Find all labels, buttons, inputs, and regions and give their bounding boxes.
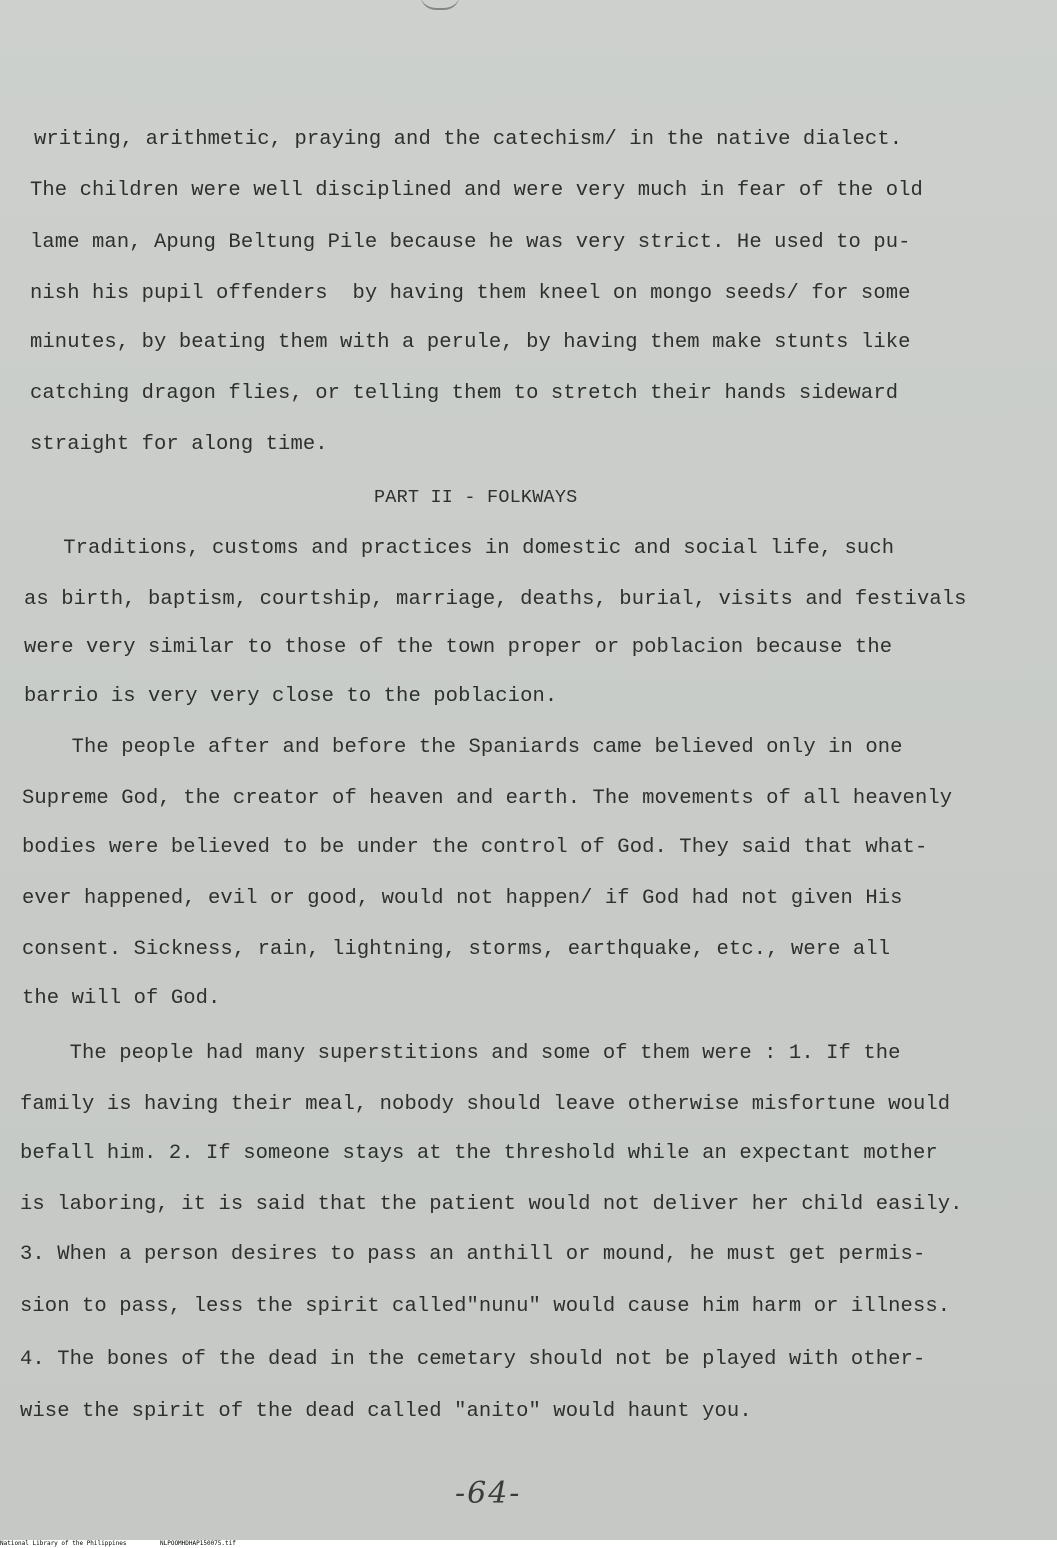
- text-line: The people had many superstitions and some of them were : 1. If the: [20, 1042, 901, 1065]
- text-line: Traditions, customs and practices in domestic and social life, such: [26, 537, 895, 560]
- text-line: 3. When a person desires to pass an anthill or mound, he must get permis-: [20, 1243, 926, 1266]
- footer-filename: NLPOOMHDHAP150075.tif: [160, 1540, 236, 1547]
- text-line: wise the spirit of the dead called "anito" would haunt you.: [20, 1400, 752, 1423]
- text-line: befall him. 2. If someone stays at the threshold while an expectant mother: [20, 1142, 938, 1165]
- text-line: catching dragon flies, or telling them to stretch their hands sideward: [30, 382, 899, 405]
- text-line: family is having their meal, nobody should leave otherwise misfortune would: [20, 1093, 951, 1116]
- section-heading: PART II - FOLKWAYS: [374, 487, 578, 508]
- text-line: Supreme God, the creator of heaven and earth. The movements of all heavenly: [22, 787, 953, 810]
- page-number: -64-: [455, 1476, 522, 1511]
- text-line: The children were well disciplined and were very much in fear of the old: [30, 179, 923, 202]
- top-pen-mark: [420, 0, 460, 10]
- text-line: 4. The bones of the dead in the cemetary should not be played with other-: [20, 1348, 926, 1371]
- text-line: consent. Sickness, rain, lightning, storms, earthquake, etc., were all: [22, 938, 891, 961]
- text-line: The people after and before the Spaniards came believed only in one: [22, 736, 903, 759]
- text-line: minutes, by beating them with a perule, by having them make stunts like: [30, 331, 911, 354]
- text-line: writing, arithmetic, praying and the catechism/ in the native dialect.: [34, 128, 903, 151]
- scan-footer: [0, 1540, 1057, 1548]
- text-line: nish his pupil offenders by having them kneel on mongo seeds/ for some: [30, 282, 911, 305]
- text-line: lame man, Apung Beltung Pile because he was very strict. He used to pu-: [30, 231, 911, 254]
- footer-institution: National Library of the Philippines: [0, 1540, 127, 1547]
- text-line: barrio is very very close to the poblacion.: [24, 685, 558, 708]
- text-line: the will of God.: [22, 987, 221, 1010]
- text-line: as birth, baptism, courtship, marriage, deaths, burial, visits and festivals: [24, 588, 967, 611]
- text-line: ever happened, evil or good, would not happen/ if God had not given His: [22, 887, 903, 910]
- text-line: were very similar to those of the town proper or poblacion because the: [24, 636, 893, 659]
- text-line: sion to pass, less the spirit called"nunu" would cause him harm or illness.: [20, 1295, 951, 1318]
- text-line: bodies were believed to be under the control of God. They said that what-: [22, 836, 928, 859]
- text-line: is laboring, it is said that the patient would not deliver her child easily.: [20, 1193, 963, 1216]
- text-line: straight for along time.: [30, 433, 328, 456]
